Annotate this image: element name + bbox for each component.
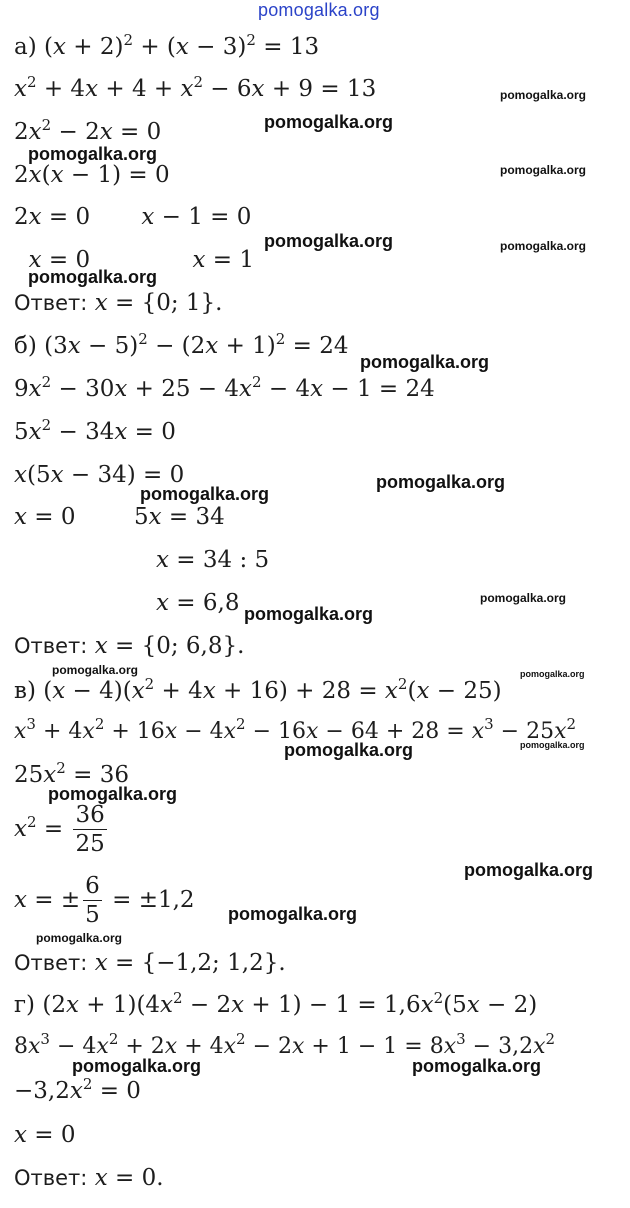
watermark: pomogalka.org <box>464 860 594 880</box>
watermark: pomogalka.org <box>264 231 394 251</box>
task-v-step-4: x = ± $\frac{6}{5}$ = ±1,2 <box>14 873 195 928</box>
task-a-step-5: x = 0 x = 1 <box>28 247 255 273</box>
task-g-answer: Ответ: x = 0. <box>14 1165 164 1191</box>
watermark: pomogalka.org <box>480 591 567 605</box>
watermark: pomogalka.org <box>140 484 270 504</box>
watermark: pomogalka.org <box>28 144 158 164</box>
task-v-step-3: $x^2$ = $\frac{36}{25}$ <box>14 802 105 857</box>
task-b-answer: Ответ: x = {0; 6,8}. <box>14 633 245 659</box>
fraction-6-5: $\frac{6}{5}$ <box>85 873 100 928</box>
watermark: pomogalka.org <box>48 784 178 804</box>
watermark: pomogalka.org <box>244 604 374 624</box>
task-a-answer: Ответ: x = {0; 1}. <box>14 290 223 316</box>
watermark: pomogalka.org <box>520 740 585 750</box>
task-a-equation: а) $(x + 2)^2 + (x - 3)^2 = 13$ <box>14 31 320 60</box>
fraction-36-25: $\frac{36}{25}$ <box>75 802 105 857</box>
task-a-step-4: 2x = 0 x − 1 = 0 <box>14 204 252 230</box>
task-g-step-3: x = 0 <box>14 1122 76 1148</box>
task-g-step-2: $-3,2x^2 = 0$ <box>14 1075 141 1104</box>
task-v-equation: в) $(x - 4)(x^2 + 4x + 16) + 28 = x^2(x - 25)$ <box>14 675 502 704</box>
watermark: pomogalka.org <box>228 904 358 924</box>
watermark: pomogalka.org <box>360 352 490 372</box>
task-b-equation: б) $(3x - 5)^2 - (2x + 1)^2 = 24$ <box>14 330 349 359</box>
task-b-step-6: x = 6,8 <box>156 590 240 616</box>
watermark: pomogalka.org <box>264 112 394 132</box>
task-b-step-5: x = 34 : 5 <box>156 547 270 573</box>
task-b-step-4: x = 0 5x = 34 <box>14 504 225 530</box>
task-v-step-2: $25x^2 = 36$ <box>14 759 129 788</box>
task-g-equation: г) $(2x + 1)(4x^2 - 2x + 1) - 1 = 1,6x^2(5x - 2)$ <box>14 989 538 1018</box>
watermark: pomogalka.org <box>520 669 585 679</box>
watermark: pomogalka.org <box>500 163 587 177</box>
task-g-step-1: $8x^3 - 4x^2 + 2x + 4x^2 - 2x + 1 - 1 = 8x^3 - 3,2x^2$ <box>14 1030 556 1059</box>
task-v-answer: Ответ: x = {−1,2; 1,2}. <box>14 950 286 976</box>
task-a-step-1: $x^2 + 4x + 4 + x^2 - 6x + 9 = 13$ <box>14 73 377 102</box>
watermark: pomogalka.org <box>72 1056 202 1076</box>
site-header-watermark: pomogalka.org <box>258 0 380 20</box>
task-b-step-1: $9x^2 - 30x + 25 - 4x^2 - 4x - 1 = 24$ <box>14 373 435 402</box>
watermark: pomogalka.org <box>500 88 587 102</box>
watermark: pomogalka.org <box>284 740 414 760</box>
task-a-step-3: 2x(x − 1) = 0 <box>14 162 170 188</box>
task-b-step-3: x(5x − 34) = 0 <box>14 462 185 488</box>
watermark: pomogalka.org <box>36 931 123 945</box>
watermark: pomogalka.org <box>28 267 158 287</box>
task-b-step-2: $5x^2 - 34x = 0$ <box>14 416 176 445</box>
task-v-step-1: $x^3 + 4x^2 + 16x - 4x^2 - 16x - 64 + 28 = x^3 - 25x^2$ <box>14 715 577 744</box>
task-a-step-2: $2x^2 - 2x = 0$ <box>14 116 162 145</box>
watermark: pomogalka.org <box>52 663 139 677</box>
watermark: pomogalka.org <box>412 1056 542 1076</box>
watermark: pomogalka.org <box>376 472 506 492</box>
watermark: pomogalka.org <box>500 239 587 253</box>
